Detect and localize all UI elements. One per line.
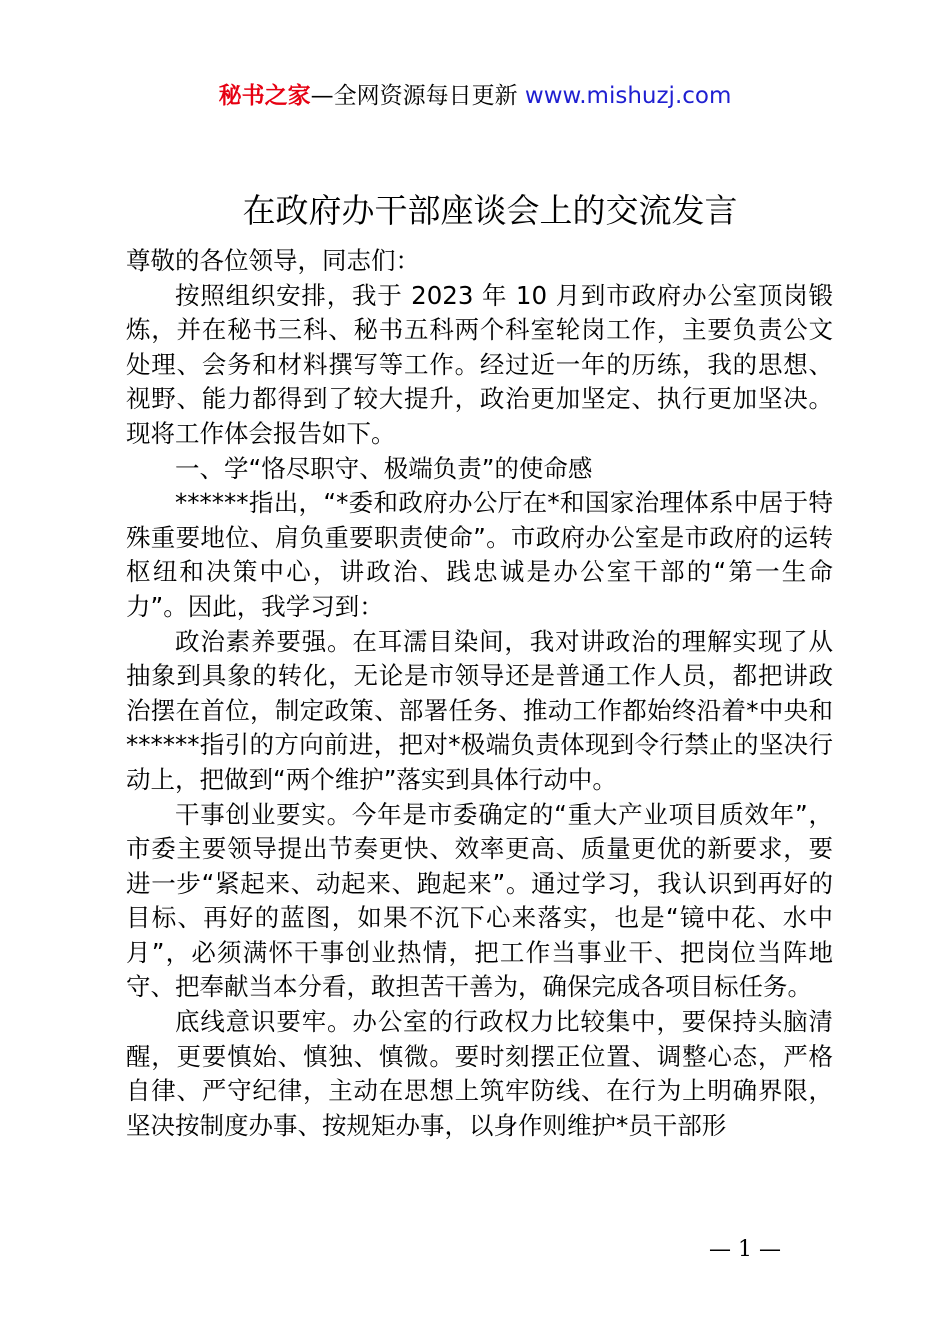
salutation: 尊敬的各位领导，同志们：: [126, 246, 420, 275]
paragraph-practical: 干事创业要实。今年是市委确定的“重大产业项目质效年”，市委主要领导提出节奏更快、效率更高、质量更优的新要求，要进一步“紧起来、动起来、跑起来”。通过学习，我认识到再好的目标、再好的蓝图，如果不沉下心来落实，也是“镜中花、水中月”，必须满怀干事创业热情，把工作当事业干、把岗位当阵地守、把奉献当本分看，敢担苦干善为，确保完成各项目标任务。: [126, 799, 833, 1002]
document-title: 在政府办干部座谈会上的交流发言: [242, 191, 738, 230]
banner-slogan: —全网资源每日更新: [310, 83, 525, 109]
paragraph-quote: ******指出，“*委和政府办公厅在*和国家治理体系中居于特殊重要地位、肩负重要职责使命”。市政府办公室是市政府的运转枢纽和决策中心，讲政治、践忠诚是办公室干部的“第一生命力”。因此，我学习到：: [126, 488, 833, 621]
page-number: — 1 —: [709, 1237, 781, 1262]
document-body: [126, 244, 833, 1143]
brand-name: 秘书之家: [218, 83, 311, 109]
paragraph-intro: 按照组织安排，我于 2023 年 10 月到市政府办公室顶岗锻炼，并在秘书三科、秘书五科两个科室轮岗工作，主要负责公文处理、会务和材料撰写等工作。经过近一年的历练，我的思想、视野、能力都得到了较大提升，政治更加坚定、执行更加坚决。现将工作体会报告如下。: [126, 280, 833, 448]
paragraph-bottomline: 底线意识要牢。办公室的行政权力比较集中，要保持头脑清醒，更要慎始、慎独、慎微。要时刻摆正位置、调整心态，严格自律、严守纪律，主动在思想上筑牢防线、在行为上明确界限，坚决按制度办事、按规矩办事，以身作则维护*员干部形: [126, 1007, 833, 1140]
site-banner: [0, 80, 950, 112]
section-heading: 一、学“恪尽职守、极端负责”的使命感: [175, 453, 593, 483]
paragraph-political: 政治素养要强。在耳濡目染间，我对讲政治的理解实现了从抽象到具象的转化，无论是市领导还是普通工作人员，都把讲政治摆在首位，制定政策、部署任务、推动工作都始终沿着*中央和******指引的方向前进，把对*极端负责体现到令行禁止的坚决行动上，把做到“两个维护”落实到具体行动中。: [126, 626, 833, 794]
site-url-link[interactable]: www.mishuzj.com: [524, 83, 732, 109]
